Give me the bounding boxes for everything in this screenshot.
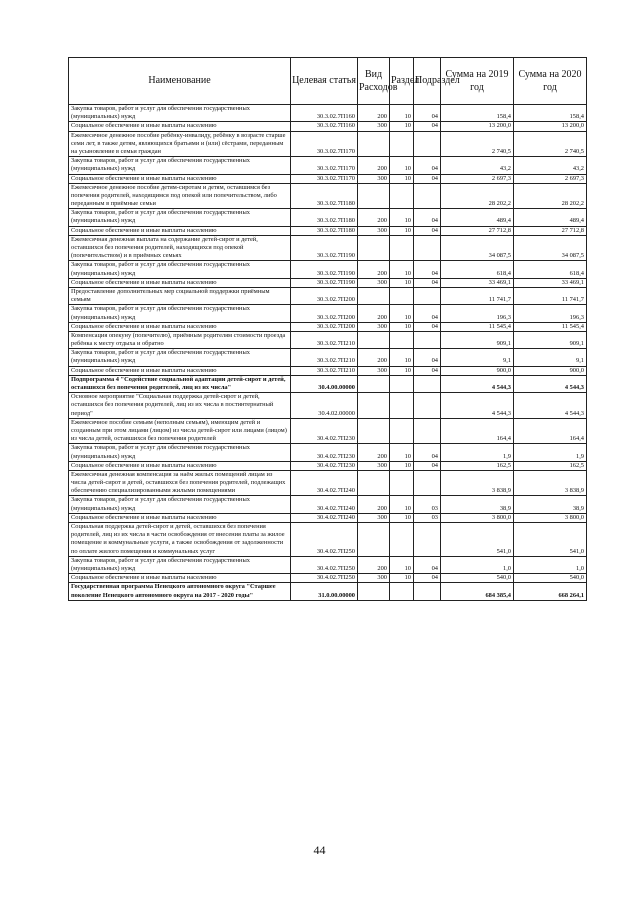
row-sum-2019-cell: 9,1 [441,349,514,366]
row-code-cell: 30.3.02.7П170 [291,131,358,157]
row-section-cell: 10 [390,209,414,226]
row-subsection-cell [414,235,441,261]
row-expense-type-cell: 200 [358,444,390,461]
row-code-cell: 30.4.02.7П240 [291,470,358,496]
row-sum-2020-cell: 900,0 [514,366,587,375]
row-name-cell: Социальное обеспечение и иные выплаты населению [69,226,291,235]
row-section-cell [390,583,414,600]
row-subsection-cell [414,331,441,348]
row-sum-2020-cell: 540,0 [514,574,587,583]
table-row [69,105,587,122]
row-sum-2020-cell: 162,5 [514,461,587,470]
row-subsection-cell: 04 [414,209,441,226]
row-name-cell: Ежемесячное денежное пособие ребёнку-инвалиду, ребёнку в возрасте старше семи лет, в также детям, являющихся братьями и (или) сёстрами, переданным на усыновление в семьи граждан [69,131,291,157]
row-section-cell: 10 [390,444,414,461]
row-section-cell [390,331,414,348]
row-section-cell: 10 [390,174,414,183]
row-sum-2020-cell: 28 202,2 [514,183,587,209]
row-section-cell: 10 [390,349,414,366]
row-name-cell: Закупка товаров, работ и услуг для обеспечения государственных (муниципальных) нужд [69,556,291,573]
table-row [69,322,587,331]
row-section-cell [390,393,414,419]
row-section-cell: 10 [390,461,414,470]
row-section-cell: 10 [390,122,414,131]
row-subsection-cell: 03 [414,513,441,522]
row-sum-2019-cell: 4 544,3 [441,375,514,392]
row-subsection-cell: 04 [414,122,441,131]
row-expense-type-cell [358,287,390,304]
row-expense-type-cell [358,331,390,348]
table-header-row [69,58,587,105]
table-row [69,209,587,226]
table-row [69,513,587,522]
row-sum-2019-cell: 164,4 [441,418,514,444]
row-sum-2020-cell: 33 469,1 [514,278,587,287]
row-code-cell: 30.4.02.7П230 [291,461,358,470]
row-expense-type-cell: 200 [358,305,390,322]
row-code-cell: 30.4.02.00000 [291,393,358,419]
header-sum-2020: Сумма на 2020 год [514,58,587,105]
row-sum-2019-cell: 43,2 [441,157,514,174]
row-expense-type-cell: 200 [358,349,390,366]
row-sum-2019-cell: 540,0 [441,574,514,583]
row-sum-2020-cell: 2 740,5 [514,131,587,157]
row-section-cell: 10 [390,496,414,513]
row-expense-type-cell [358,583,390,600]
row-name-cell: Закупка товаров, работ и услуг для обеспечения государственных (муниципальных) нужд [69,157,291,174]
row-code-cell: 30.4.02.7П230 [291,418,358,444]
row-code-cell: 30.4.02.7П230 [291,444,358,461]
row-subsection-cell: 04 [414,556,441,573]
header-name: Наименование [69,58,291,105]
table-row [69,583,587,600]
row-name-cell: Ежемесячная денежная выплата на содержание детей-сирот и детей, оставшихся без попечения родителей, находящихся под опекой (попечительством) и в приёмных семьях [69,235,291,261]
row-code-cell: 30.3.02.7П200 [291,287,358,304]
row-section-cell [390,418,414,444]
row-sum-2019-cell: 162,5 [441,461,514,470]
row-sum-2019-cell: 33 469,1 [441,278,514,287]
row-section-cell: 10 [390,366,414,375]
row-name-cell: Социальное обеспечение и иные выплаты населению [69,278,291,287]
table-row [69,470,587,496]
row-name-cell: Социальная поддержка детей-сирот и детей, оставшихся без попечения родителей, лиц из их числа в части освобождения от внесения платы за жилое помещение и коммунальные услуги, а также освобождения от задолженности по оплате жилого помещения и коммунальных услуг [69,523,291,557]
row-name-cell: Основное мероприятие "Социальная поддержка детей-сирот и детей, оставшихся без попечения родителей, лиц из их числа в постинтернатный период" [69,393,291,419]
header-article: Целевая статья [291,58,358,105]
table-row [69,278,587,287]
row-sum-2020-cell: 11 741,7 [514,287,587,304]
row-section-cell: 10 [390,574,414,583]
table-row [69,393,587,419]
table-row [69,444,587,461]
row-subsection-cell [414,183,441,209]
row-expense-type-cell [358,131,390,157]
row-expense-type-cell [358,523,390,557]
header-subsection: Подраздел [414,58,441,105]
row-section-cell: 10 [390,278,414,287]
row-section-cell [390,470,414,496]
row-expense-type-cell [358,183,390,209]
row-section-cell: 10 [390,226,414,235]
row-name-cell: Социальное обеспечение и иные выплаты населению [69,574,291,583]
row-expense-type-cell [358,393,390,419]
table-row [69,461,587,470]
table-row [69,496,587,513]
row-code-cell: 30.3.02.7П210 [291,331,358,348]
row-section-cell [390,375,414,392]
row-sum-2019-cell: 1,9 [441,444,514,461]
row-name-cell: Закупка товаров, работ и услуг для обеспечения государственных (муниципальных) нужд [69,305,291,322]
row-subsection-cell: 04 [414,157,441,174]
row-sum-2019-cell: 3 838,9 [441,470,514,496]
row-sum-2020-cell: 158,4 [514,105,587,122]
row-sum-2020-cell: 668 264,1 [514,583,587,600]
row-subsection-cell [414,393,441,419]
row-subsection-cell [414,287,441,304]
table-row [69,235,587,261]
row-sum-2019-cell: 196,3 [441,305,514,322]
row-sum-2019-cell: 4 544,3 [441,393,514,419]
row-subsection-cell [414,375,441,392]
row-code-cell: 30.3.02.7П170 [291,157,358,174]
row-sum-2020-cell: 909,1 [514,331,587,348]
row-expense-type-cell: 300 [358,322,390,331]
row-code-cell: 30.3.02.7П180 [291,183,358,209]
row-name-cell: Закупка товаров, работ и услуг для обеспечения государственных (муниципальных) нужд [69,261,291,278]
row-expense-type-cell: 200 [358,496,390,513]
table-row [69,261,587,278]
row-sum-2019-cell: 11 741,7 [441,287,514,304]
row-sum-2020-cell: 43,2 [514,157,587,174]
table-row [69,131,587,157]
row-sum-2020-cell: 4 544,3 [514,393,587,419]
row-subsection-cell [414,470,441,496]
row-section-cell [390,131,414,157]
table-row [69,556,587,573]
row-name-cell: Социальное обеспечение и иные выплаты населению [69,366,291,375]
row-sum-2020-cell: 618,4 [514,261,587,278]
row-expense-type-cell: 300 [358,122,390,131]
row-section-cell: 10 [390,305,414,322]
row-sum-2019-cell: 2 740,5 [441,131,514,157]
row-name-cell: Социальное обеспечение и иные выплаты населению [69,122,291,131]
row-name-cell: Государственная программа Ненецкого автономного округа "Старшее поколение Ненецкого автономного округа на 2017 - 2020 годы" [69,583,291,600]
row-subsection-cell: 04 [414,174,441,183]
row-sum-2019-cell: 28 202,2 [441,183,514,209]
table-row [69,349,587,366]
row-name-cell: Закупка товаров, работ и услуг для обеспечения государственных (муниципальных) нужд [69,349,291,366]
row-code-cell: 30.3.02.7П200 [291,322,358,331]
row-sum-2020-cell: 196,3 [514,305,587,322]
row-name-cell: Закупка товаров, работ и услуг для обеспечения государственных (муниципальных) нужд [69,444,291,461]
row-subsection-cell: 03 [414,496,441,513]
row-code-cell: 30.4.02.7П250 [291,556,358,573]
row-expense-type-cell [358,418,390,444]
row-subsection-cell: 04 [414,226,441,235]
row-name-cell: Закупка товаров, работ и услуг для обеспечения государственных (муниципальных) нужд [69,209,291,226]
row-expense-type-cell: 200 [358,556,390,573]
row-sum-2019-cell: 11 545,4 [441,322,514,331]
table-row [69,418,587,444]
row-code-cell: 30.3.02.7П160 [291,105,358,122]
row-name-cell: Ежемесячная денежная компенсация за наём жилых помещений лицам из числа детей-сирот и детей, оставшихся без попечения родителей, подлежащих обеспечению специализированными жилыми помещениями [69,470,291,496]
row-expense-type-cell: 300 [358,226,390,235]
row-expense-type-cell: 300 [358,574,390,583]
row-code-cell: 30.4.02.7П250 [291,574,358,583]
table-row [69,174,587,183]
row-sum-2019-cell: 1,0 [441,556,514,573]
row-name-cell: Социальное обеспечение и иные выплаты населению [69,513,291,522]
row-sum-2020-cell: 541,0 [514,523,587,557]
row-sum-2020-cell: 27 712,8 [514,226,587,235]
row-expense-type-cell: 300 [358,513,390,522]
row-sum-2019-cell: 27 712,8 [441,226,514,235]
row-sum-2020-cell: 164,4 [514,418,587,444]
row-sum-2019-cell: 38,9 [441,496,514,513]
row-name-cell: Предоставление дополнительных мер социальной поддержки приёмным семьям [69,287,291,304]
row-expense-type-cell: 200 [358,105,390,122]
row-code-cell: 30.3.02.7П190 [291,235,358,261]
row-sum-2020-cell: 1,9 [514,444,587,461]
row-code-cell: 30.4.02.7П240 [291,513,358,522]
row-section-cell: 10 [390,105,414,122]
row-subsection-cell: 04 [414,461,441,470]
row-subsection-cell: 04 [414,105,441,122]
row-sum-2019-cell: 2 697,3 [441,174,514,183]
row-code-cell: 30.4.02.7П240 [291,496,358,513]
row-subsection-cell: 04 [414,366,441,375]
row-name-cell: Подпрограмма 4 "Содействие социальной адаптации детей-сирот и детей, оставшихся без попечения родителей, лиц из их числа" [69,375,291,392]
row-sum-2019-cell: 13 200,0 [441,122,514,131]
row-sum-2019-cell: 489,4 [441,209,514,226]
table-row [69,183,587,209]
header-expense-type: Вид Расходов [358,58,390,105]
row-code-cell: 30.3.02.7П160 [291,122,358,131]
row-sum-2020-cell: 11 545,4 [514,322,587,331]
row-subsection-cell: 04 [414,278,441,287]
row-code-cell: 31.0.00.00000 [291,583,358,600]
row-name-cell: Закупка товаров, работ и услуг для обеспечения государственных (муниципальных) нужд [69,496,291,513]
row-name-cell: Социальное обеспечение и иные выплаты населению [69,322,291,331]
row-section-cell: 10 [390,322,414,331]
table-row [69,375,587,392]
row-subsection-cell [414,523,441,557]
row-code-cell: 30.3.02.7П180 [291,209,358,226]
row-code-cell: 30.4.02.7П250 [291,523,358,557]
row-expense-type-cell: 200 [358,261,390,278]
table-row [69,523,587,557]
row-subsection-cell: 04 [414,261,441,278]
row-sum-2020-cell: 3 800,0 [514,513,587,522]
row-code-cell: 30.3.02.7П190 [291,261,358,278]
row-subsection-cell: 04 [414,444,441,461]
row-sum-2020-cell: 9,1 [514,349,587,366]
row-subsection-cell: 04 [414,305,441,322]
row-section-cell [390,287,414,304]
row-section-cell [390,523,414,557]
table-row [69,226,587,235]
row-sum-2020-cell: 13 200,0 [514,122,587,131]
table-row [69,366,587,375]
row-code-cell: 30.3.02.7П200 [291,305,358,322]
row-section-cell: 10 [390,261,414,278]
row-expense-type-cell: 300 [358,278,390,287]
row-code-cell: 30.4.00.00000 [291,375,358,392]
row-name-cell: Компенсация опекуну (попечителю), приёмным родителям стоимости проезда ребёнка к месту отдыха и обратно [69,331,291,348]
table-row [69,305,587,322]
row-code-cell: 30.3.02.7П170 [291,174,358,183]
page-number: 44 [313,843,326,857]
row-sum-2020-cell: 34 087,5 [514,235,587,261]
row-expense-type-cell [358,470,390,496]
row-expense-type-cell [358,235,390,261]
row-name-cell: Ежемесячное пособие семьям (неполным семьям), имеющим детей и созданным при этом лицами (лицом) из числа детей-сирот или лицами (лицом) из числа детей, оставшихся без попечения родителей [69,418,291,444]
row-sum-2019-cell: 900,0 [441,366,514,375]
row-sum-2019-cell: 909,1 [441,331,514,348]
table-row [69,287,587,304]
row-expense-type-cell: 300 [358,366,390,375]
row-section-cell: 10 [390,513,414,522]
row-name-cell: Ежемесячное денежное пособие детям-сиротам и детям, оставшимся без попечения родителей, находящимся под опекой или попечительством, либо переданным в приёмные семьи [69,183,291,209]
row-name-cell: Социальное обеспечение и иные выплаты населению [69,461,291,470]
row-subsection-cell [414,583,441,600]
row-subsection-cell [414,131,441,157]
row-subsection-cell: 04 [414,574,441,583]
row-sum-2019-cell: 3 800,0 [441,513,514,522]
row-code-cell: 30.3.02.7П210 [291,366,358,375]
header-section: Раздел [390,58,414,105]
table-body [69,105,587,601]
table-row [69,157,587,174]
budget-table [68,57,587,601]
row-expense-type-cell: 300 [358,461,390,470]
row-sum-2020-cell: 3 838,9 [514,470,587,496]
row-sum-2019-cell: 158,4 [441,105,514,122]
row-section-cell [390,235,414,261]
row-expense-type-cell [358,375,390,392]
row-expense-type-cell: 300 [358,174,390,183]
row-sum-2019-cell: 34 087,5 [441,235,514,261]
table-row [69,122,587,131]
row-section-cell: 10 [390,556,414,573]
row-sum-2020-cell: 1,0 [514,556,587,573]
row-sum-2020-cell: 2 697,3 [514,174,587,183]
row-name-cell: Социальное обеспечение и иные выплаты населению [69,174,291,183]
table-row [69,574,587,583]
table-row [69,331,587,348]
row-code-cell: 30.3.02.7П210 [291,349,358,366]
row-expense-type-cell: 200 [358,157,390,174]
row-code-cell: 30.3.02.7П190 [291,278,358,287]
row-sum-2020-cell: 38,9 [514,496,587,513]
row-sum-2020-cell: 489,4 [514,209,587,226]
row-section-cell [390,183,414,209]
row-subsection-cell: 04 [414,322,441,331]
row-subsection-cell: 04 [414,349,441,366]
row-sum-2019-cell: 541,0 [441,523,514,557]
row-subsection-cell [414,418,441,444]
header-sum-2019: Сумма на 2019 год [441,58,514,105]
row-sum-2020-cell: 4 544,3 [514,375,587,392]
row-section-cell: 10 [390,157,414,174]
row-sum-2019-cell: 684 385,4 [441,583,514,600]
row-sum-2019-cell: 618,4 [441,261,514,278]
row-code-cell: 30.3.02.7П180 [291,226,358,235]
row-expense-type-cell: 200 [358,209,390,226]
row-name-cell: Закупка товаров, работ и услуг для обеспечения государственных (муниципальных) нужд [69,105,291,122]
